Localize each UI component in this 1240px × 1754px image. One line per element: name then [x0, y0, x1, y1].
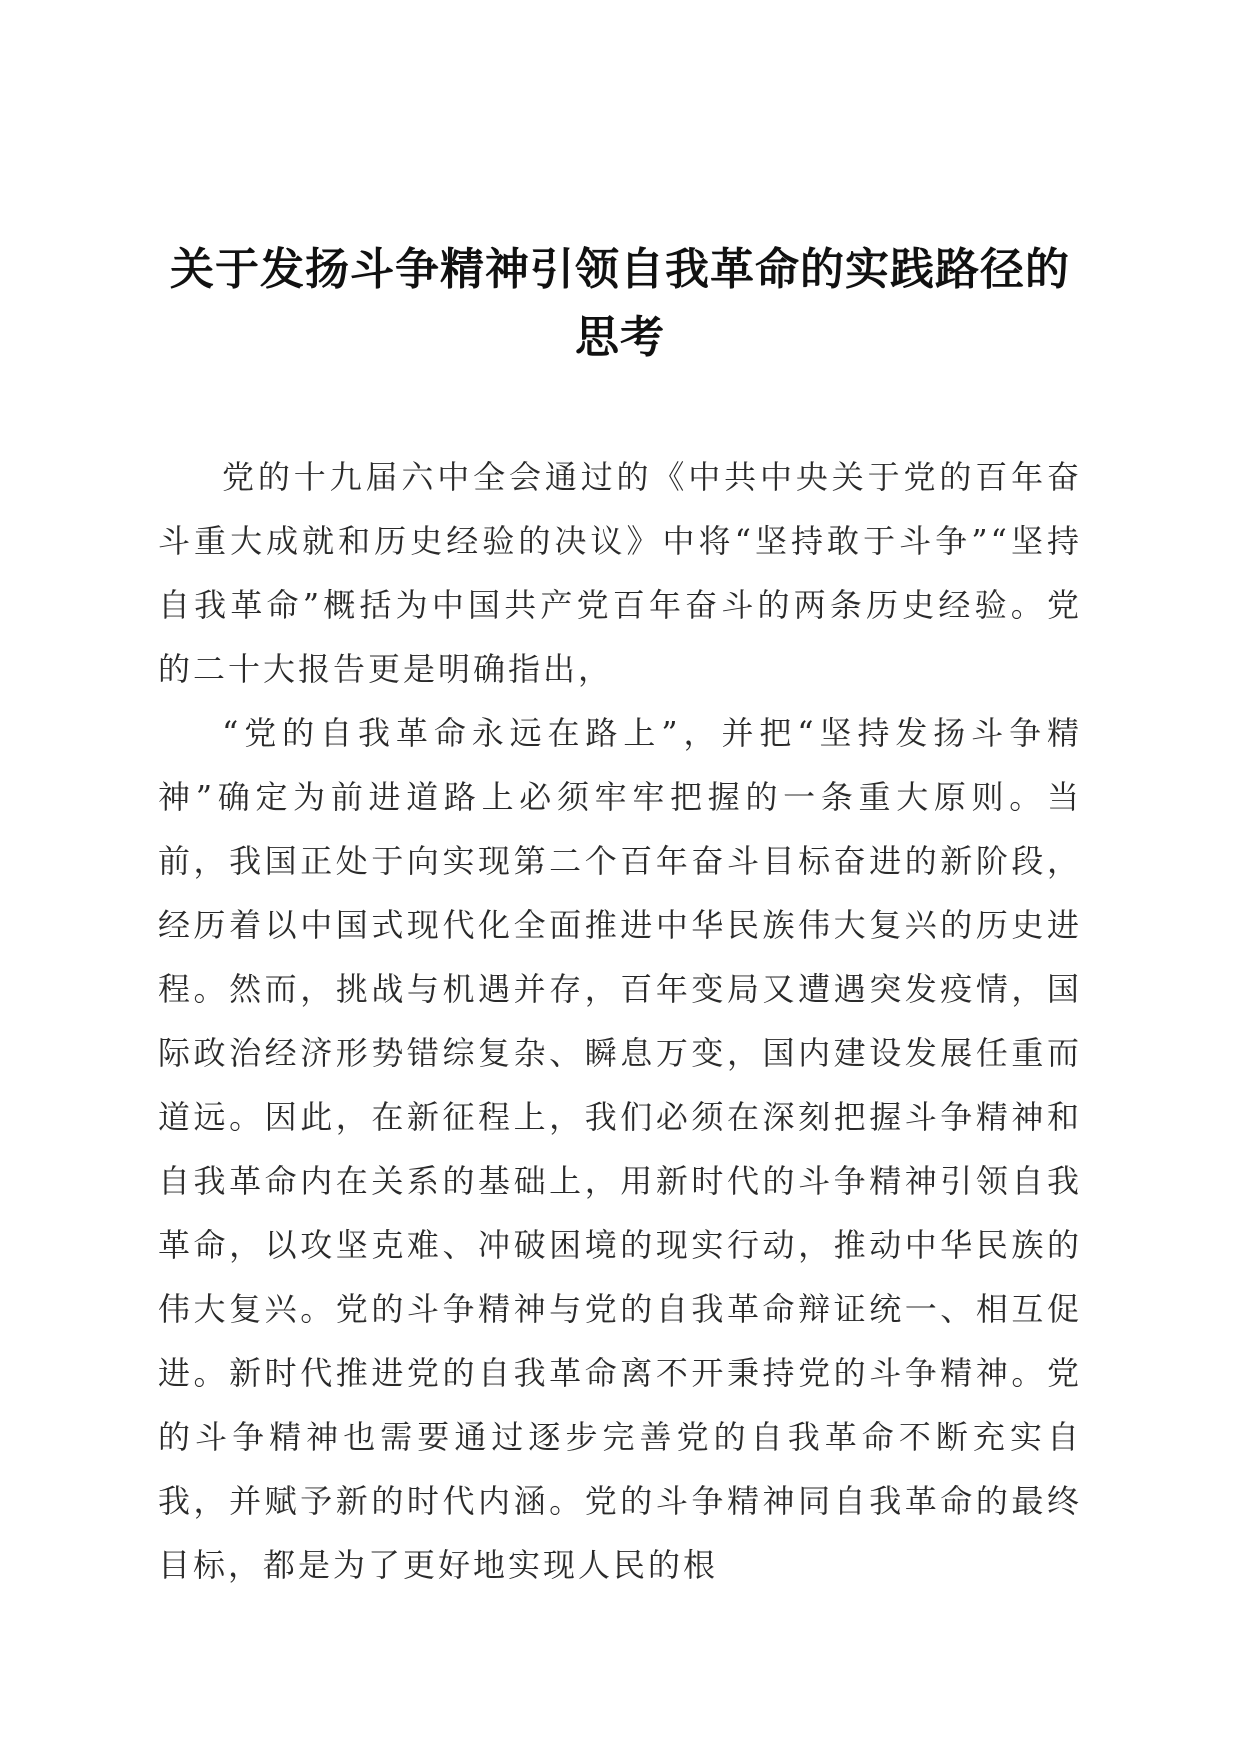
document-title: 关于发扬斗争精神引领自我革命的实践路径的思考	[170, 244, 1070, 363]
body-paragraph: 党的十九届六中全会通过的《中共中央关于党的百年奋斗重大成就和历史经验的决议》中将“坚持敢于斗争”“坚持自我革命”概括为中国共产党百年奋斗的两条历史经验。党的二十大报告更是明确指出，	[158, 458, 1082, 688]
document-body	[158, 445, 1082, 1597]
body-paragraph: “党的自我革命永远在路上”，并把“坚持发扬斗争精神”确定为前进道路上必须牢牢把握的一条重大原则。当前，我国正处于向实现第二个百年奋斗目标奋进的新阶段，经历着以中国式现代化全面推进中华民族伟大复兴的历史进程。然而，挑战与机遇并存，百年变局又遭遇突发疫情，国际政治经济形势错综复杂、瞬息万变，国内建设发展任重而道远。因此，在新征程上，我们必须在深刻把握斗争精神和自我革命内在关系的基础上，用新时代的斗争精神引领自我革命，以攻坚克难、冲破困境的现实行动，推动中华民族的伟大复兴。党的斗争精神与党的自我革命辩证统一、相互促进。新时代推进党的自我革命离不开秉持党的斗争精神。党的斗争精神也需要通过逐步完善党的自我革命不断充实自我，并赋予新的时代内涵。党的斗争精神同自我革命的最终目标，都是为了更好地实现人民的根	[158, 714, 1082, 1584]
